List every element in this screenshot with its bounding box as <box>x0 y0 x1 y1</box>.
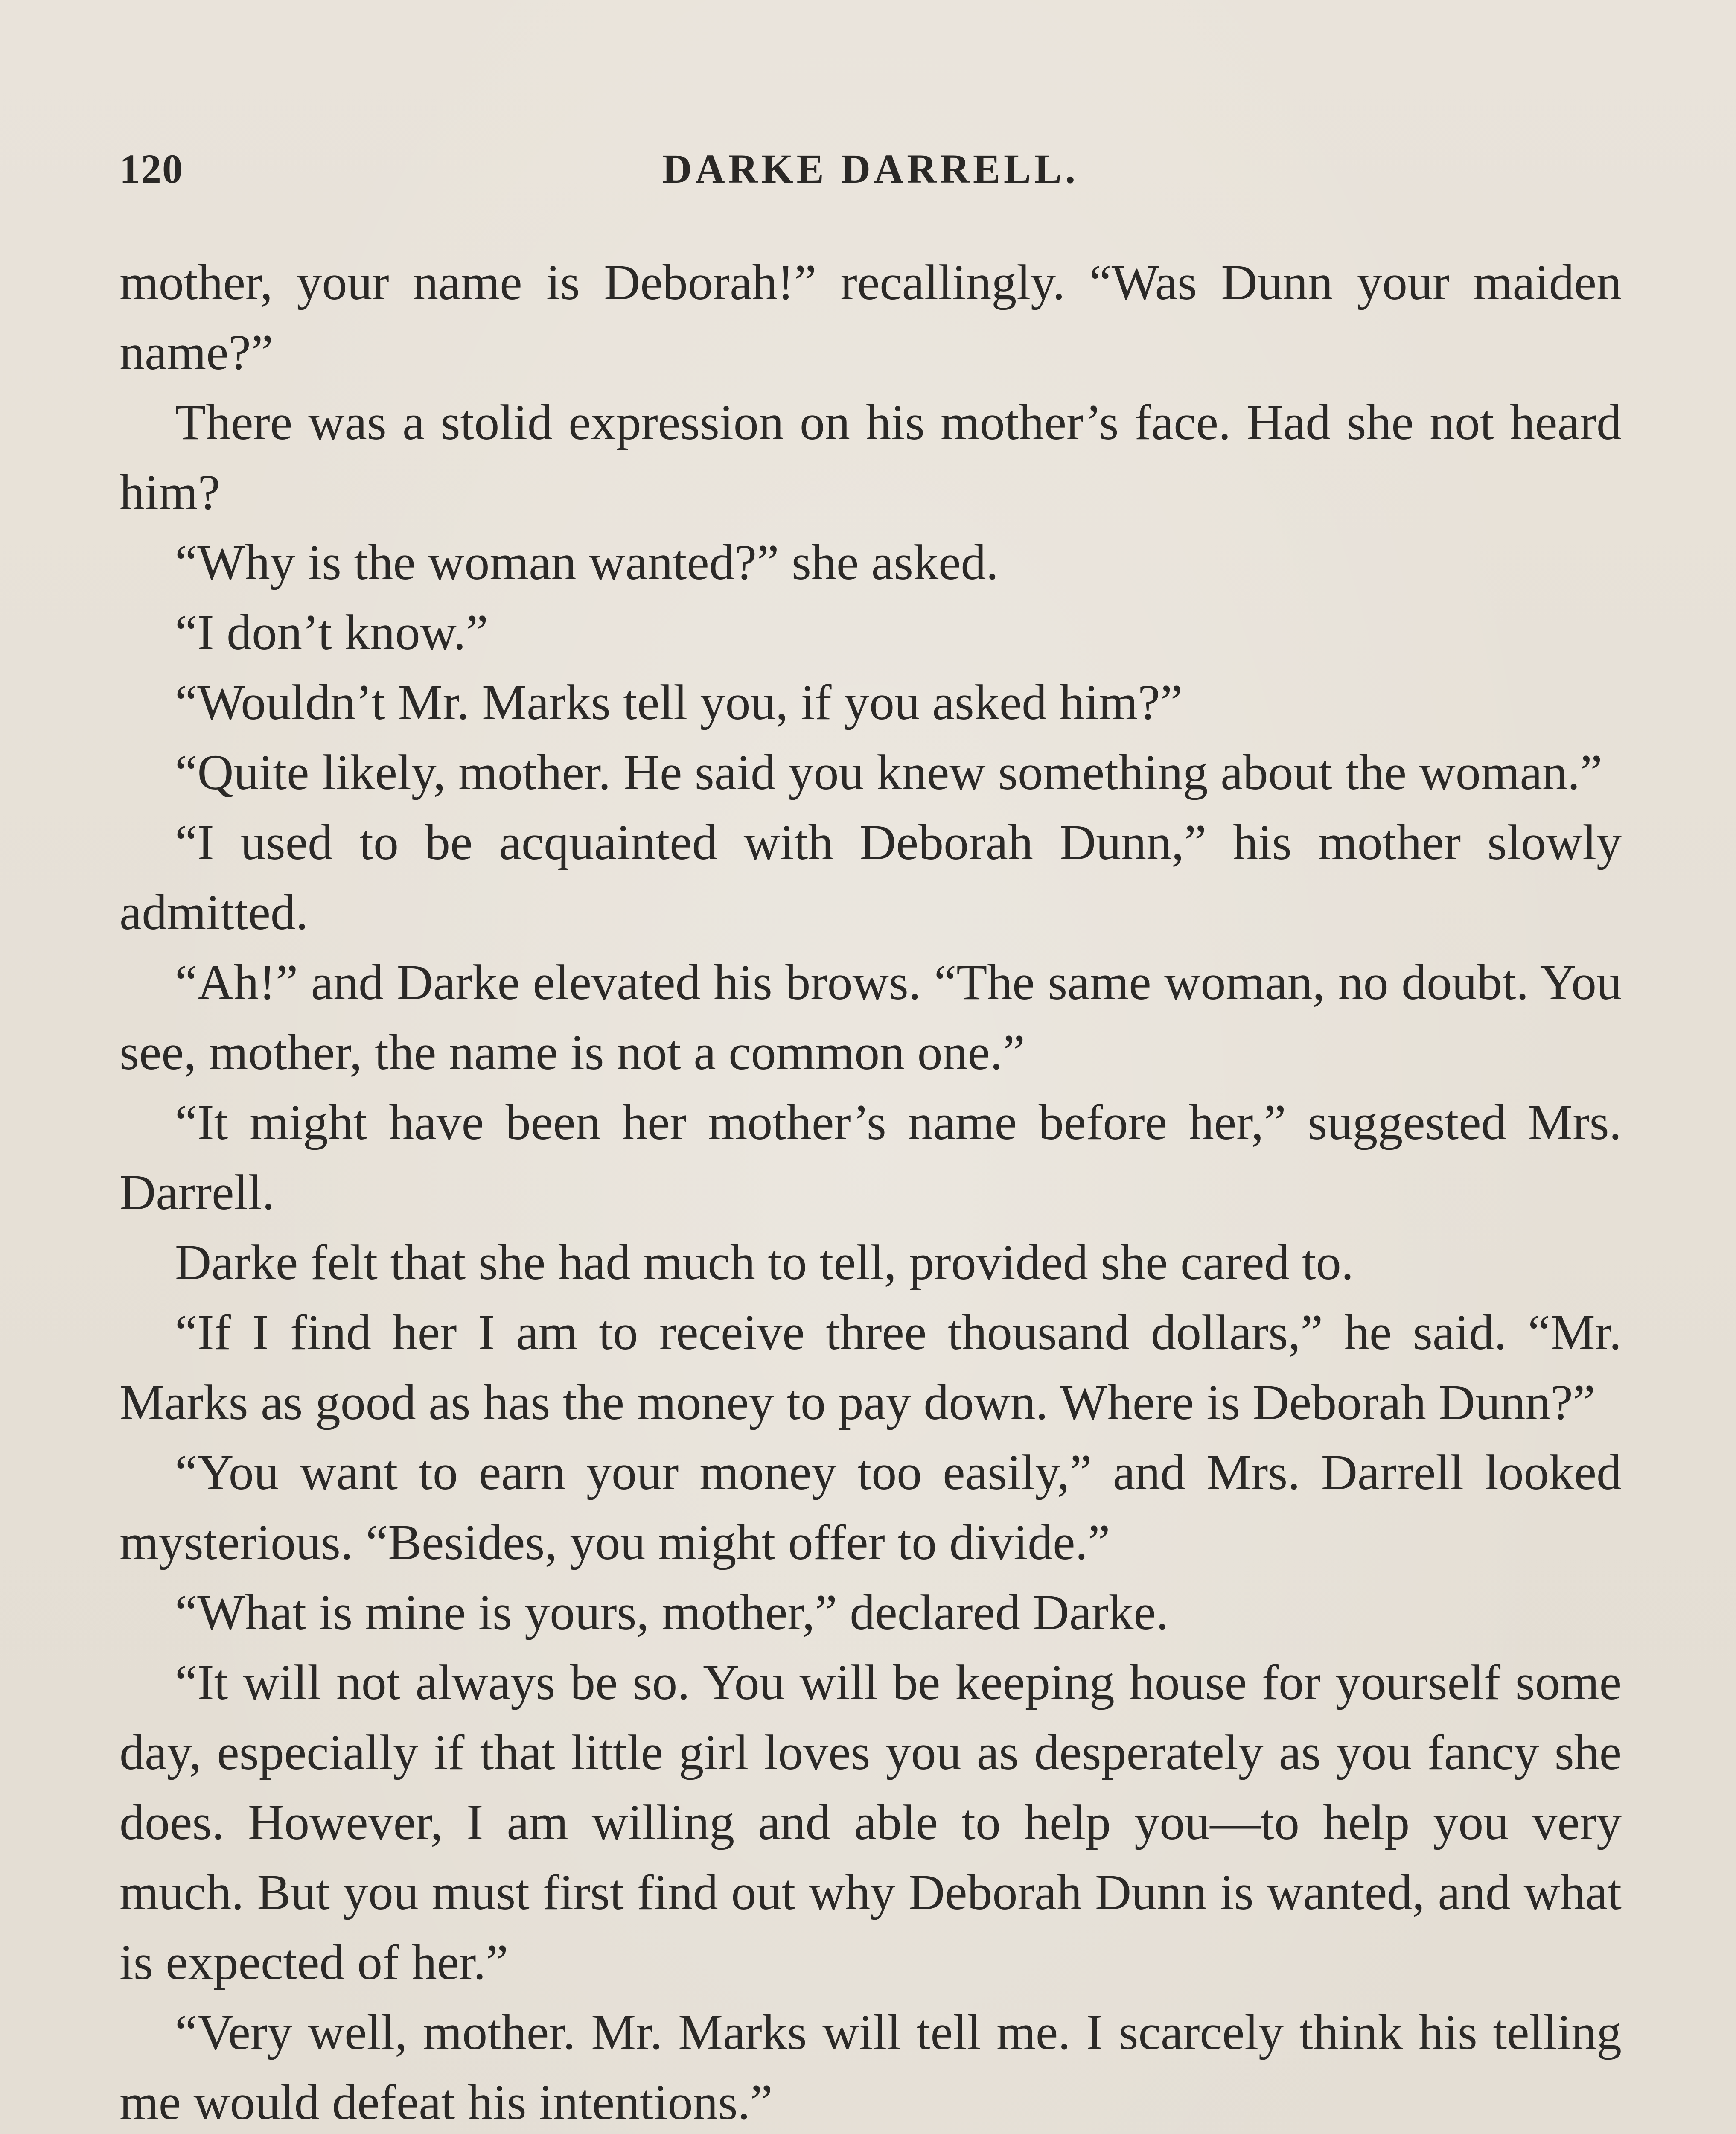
paragraph: “It might have been her mother’s name before her,” suggested Mrs. Darrell. <box>119 1094 1622 1220</box>
paragraph: “Wouldn’t Mr. Marks tell you, if you asked him?” <box>175 674 1183 730</box>
paragraph: Darke felt that she had much to tell, provided she cared to. <box>175 1234 1354 1290</box>
paragraph: “I don’t know.” <box>175 604 489 660</box>
paragraph: “Quite likely, mother. He said you knew something about the woman.” <box>175 744 1602 800</box>
paragraph: mother, your name is Deborah!” recallingly. “Was Dunn your maiden name?” <box>119 254 1622 380</box>
paragraph: “If I find her I am to receive three thousand dollars,” he said. “Mr. Marks as good as has the money to pay down. Where is Deborah Dunn?” <box>119 1304 1622 1430</box>
paragraph: “Why is the woman wanted?” she asked. <box>175 534 999 590</box>
paragraph: “You want to earn your money too easily,” and Mrs. Darrell looked mysterious. “Besides, you might offer to divide.” <box>119 1444 1622 1570</box>
paragraph: “Very well, mother. Mr. Marks will tell me. I scarcely think his telling me would defeat his intentions.” <box>119 2004 1622 2130</box>
paragraph: “Ah!” and Darke elevated his brows. “The same woman, no doubt. You see, mother, the name is not a common one.” <box>119 954 1622 1080</box>
page-header <box>119 145 1622 213</box>
paragraph: “What is mine is yours, mother,” declared Darke. <box>175 1584 1169 1640</box>
body-text <box>119 248 1622 2134</box>
page-number: 120 <box>119 146 184 192</box>
running-title: DARKE DARRELL. <box>662 146 1079 192</box>
paragraph: There was a stolid expression on his mother’s face. Had she not heard him? <box>119 394 1622 520</box>
paragraph: “I used to be acquainted with Deborah Dunn,” his mother slowly admitted. <box>119 814 1622 940</box>
paragraph: “It will not always be so. You will be keeping house for yourself some day, especially if that little girl loves you as desperately as you fancy she does. However, I am willing and able to help you—to help you very much. But you must first find out why Deborah Dunn is wanted, and what is expected of her.” <box>119 1654 1622 1990</box>
